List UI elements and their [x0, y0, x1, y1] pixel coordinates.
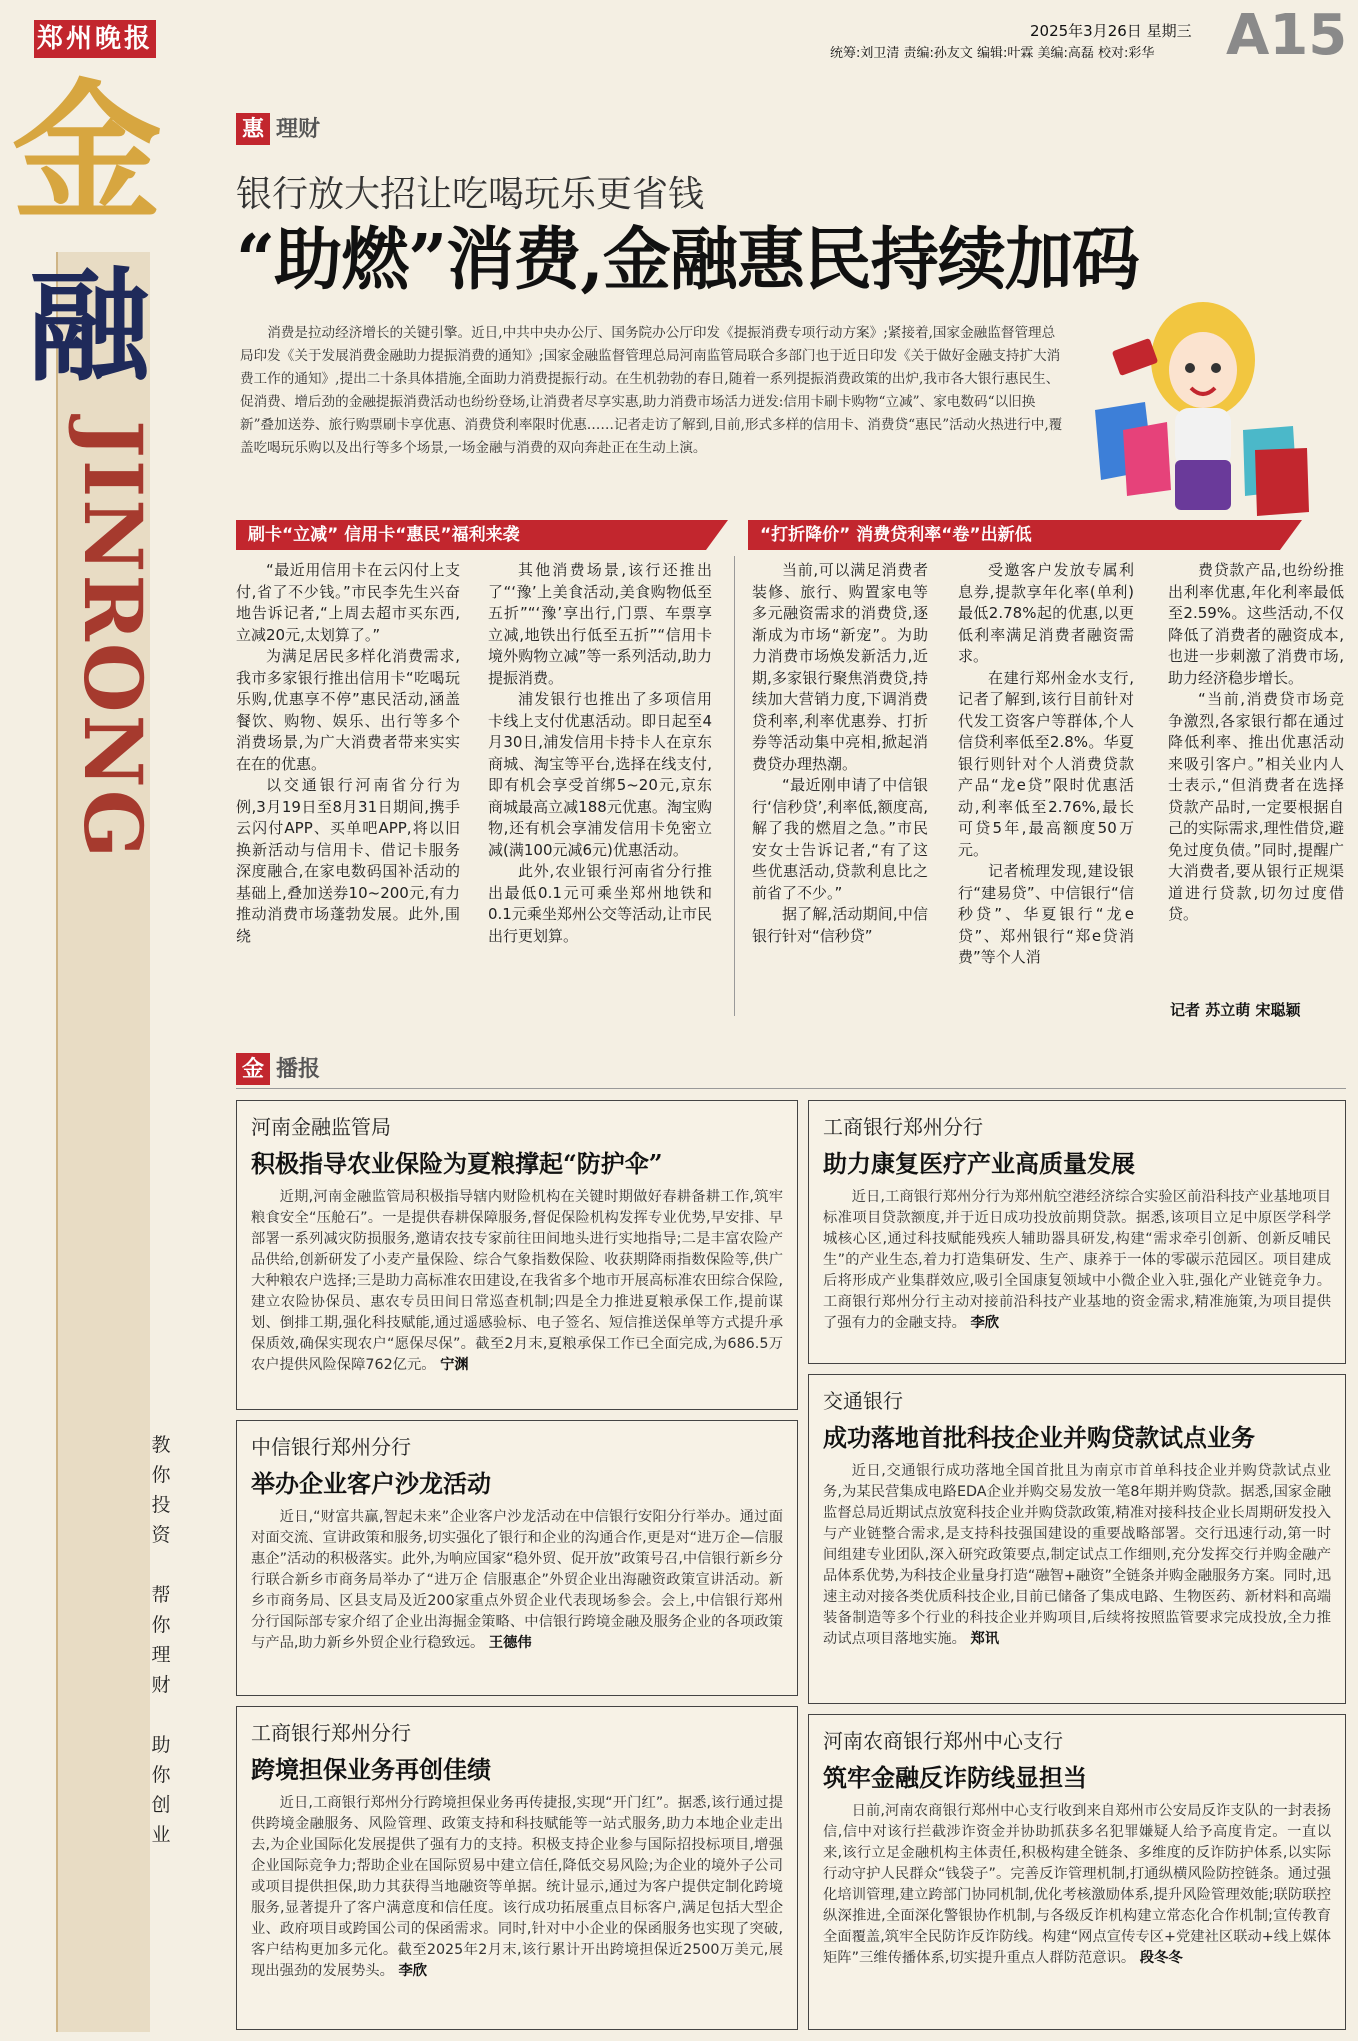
motto: [148, 1430, 174, 1850]
news-author: 王德伟: [488, 1635, 532, 1651]
news-author: 段冬冬: [1139, 1950, 1183, 1966]
news-box: [236, 1420, 798, 1696]
motto-char: 助: [151, 1734, 171, 1756]
article-headline: “助燃”消费,金融惠民持续加码: [236, 220, 1139, 300]
article-paragraph: 为满足居民多样化消费需求,我市多家银行推出信用卡“吃喝玩乐购,优惠享不停”惠民活动,涵盖餐饮、购物、娱乐、出行等多个消费场景,为广大消费者带来实实在在的优惠。: [236, 647, 460, 773]
news-title: 助力康复医疗产业高质量发展: [823, 1149, 1135, 1178]
news-body: 日前,河南农商银行郑州中心支行收到来自郑州市公安局反诈支队的一封表扬信,信中对该行拦截涉诈资金并协助抓获多名犯罪嫌疑人给予高度肯定。一直以来,该行立足金融机构主体责任,积极构建全链条、多维度的反诈防护体系,以实际行动守护人民群众“钱袋子”。完善反诈管理机制,打通纵横风险防控链条。通过强化培训管理,建立跨部门协同机制,优化考核激励体系,提升风险管理效能;联防联控纵深推进,全面深化警银协作机制,与各级反诈机构建立常态化合作机制;宣传教育全面覆盖,筑牢全民防诈反诈防线。构建“网点宣传专区+党建社区联动+线上媒体矩阵”三维传播体系,切实提升重点人群防范意识。: [823, 1803, 1331, 1966]
section-char-rong: 融: [28, 254, 150, 398]
motto-char: [148, 1700, 174, 1730]
band-consumer-loan: “打折降价” 消费贷利率“卷”出新低: [748, 520, 1280, 550]
pinyin-text: JINRONG: [66, 420, 160, 861]
news-body: 近日,交通银行成功落地全国首批且为南京市首单科技企业并购贷款试点业务,为某民营集成电路EDA企业并购交易发放一笔8年期并购贷款。据悉,国家金融监督总局近期试点放宽科技企业并购贷款政策,精准对接科技企业长周期研发投入与产业链整合需求,是支持科技强国建设的重要战略部署。交行迅速行动,第一时间组建专业团队,深入研究政策要点,制定试点工作细则,充分发挥交行并购金融产品体系优势,为科技企业量身打造“融智+融资”全链条并购金融服务方案。同时,迅速主动对接各类优质科技企业,目前已储备了集成电路、生物医药、新材料和高端装备制造等多个行业的科技企业并购项目,后续将按照监管要求完成投放,全力推动试点项目落地实施。: [823, 1463, 1331, 1647]
band-credit-card: 刷卡“立减” 信用卡“惠民”福利来袭: [236, 520, 706, 550]
article-paragraph: “最近用信用卡在云闪付上支付,省了不少钱。”市民李先生兴奋地告诉记者,“上周去超市买东西,立减20元,太划算了。”: [236, 561, 460, 644]
article-paragraph: 在建行郑州金水支行,记者了解到,该行目前针对代发工资客户等群体,个人信贷利率低至2.8%。华夏银行则针对个人消费贷款产品“龙e贷”限时优惠活动,利率低至2.76%,最长可贷5年,最高额度50万元。: [958, 668, 1134, 859]
section-label: [236, 112, 320, 145]
broadcast-label-text: 播报: [276, 1056, 321, 1082]
motto-char: 资: [151, 1524, 171, 1546]
news-text: [251, 1507, 783, 1654]
news-text: [823, 1187, 1331, 1334]
news-body: 近日,“财富共赢,智起未来”企业客户沙龙活动在中信银行安阳分行举办。通过面对面交流、宣讲政策和服务,切实强化了银行和企业的沟通合作,更是对“进万企—信服惠企”活动的积极落实。此外,为响应国家“稳外贸、促开放”政策号召,中信银行新乡分行联合新乡市商务局举办了“进万企 信服惠企”外贸企业出海融资政策宣讲活动。新乡市商务局、区县支局及近200家重点外贸企业代表现场参会。会上,中信银行郑州分行国际部专家介绍了企业出海掘金策略、中信银行跨境金融及服务企业的各项政策与产品,助力新乡外贸企业行稳致远。: [251, 1509, 783, 1651]
article-column-1: [236, 560, 460, 947]
motto-char: 业: [151, 1824, 171, 1846]
broadcast-tag: 金: [236, 1053, 270, 1085]
news-text: [823, 1461, 1331, 1650]
article-column-5: [1168, 560, 1344, 926]
column-divider: [734, 556, 735, 1016]
staff-credits: 统筹:刘卫清 责编:孙友文 编辑:叶霖 美编:高磊 校对:彩华: [830, 46, 1155, 61]
news-box: [808, 1714, 1346, 2030]
article-paragraph: 受邀客户发放专属利息券,提款享年化率(单利)最低2.78%起的优惠,以更低利率满足消费者融资需求。: [958, 561, 1134, 665]
article-paragraph: “最近刚申请了中信银行‘信秒贷’,利率低,额度高,解了我的燃眉之急。”市民安女士告诉记者,“有了这些优惠活动,贷款利息比之前省了不少。”: [752, 776, 928, 902]
motto-char: 教: [151, 1434, 171, 1456]
news-org: 河南农商银行郑州中心支行: [823, 1729, 1063, 1753]
article-paragraph: 费贷款产品,也纷纷推出利率优惠,年化利率最低至2.59%。这些活动,不仅降低了消费者的融资成本,也进一步刺激了消费市场,助力经济稳步增长。: [1168, 561, 1344, 687]
section-char-jin: 金: [12, 65, 163, 241]
section-divider: [236, 1088, 1346, 1089]
news-org: 河南金融监管局: [251, 1115, 391, 1139]
news-body: 近日,工商银行郑州分行跨境担保业务再传捷报,实现“开门红”。据悉,该行通过提供跨境金融服务、风险管理、政策支持和科技赋能等一站式服务,助力本地企业走出去,为企业国际化发展提供了强有力的支持。积极支持企业参与国际招投标项目,增强企业国际竞争力;帮助企业在国际贸易中建立信任,降低交易风险;为企业的境外子公司或项目提供担保,助力其获得当地融资等单据。统计显示,通过为客户提供定制化跨境服务,显著提升了客户满意度和信任度。该行成功拓展重点目标客户,满足包括大型企业、政府项目或跨国公司的保函需求。同时,针对中小企业的保函服务也实现了突破,客户结构更加多元化。截至2025年2月末,该行累计开出跨境担保近2500万美元,展现出强劲的发展势头。: [251, 1795, 783, 1979]
article-column-3: [752, 560, 928, 947]
article-paragraph: 以交通银行河南省分行为例,3月19日至8月31日期间,携手云闪付APP、买单吧APP,将以旧换新活动与信用卡、借记卡服务深度融合,在家电数码国补活动的基础上,叠加送券10~200元,有力推动消费市场蓬勃发展。此外,围绕: [236, 776, 460, 945]
article-column-2: [488, 560, 712, 947]
motto-char: 你: [151, 1764, 171, 1786]
news-title: 积极指导农业保险为夏粮撑起“防护伞”: [251, 1149, 663, 1178]
article-subhead: 银行放大招让吃喝玩乐更省钱: [236, 174, 705, 215]
news-box: [808, 1374, 1346, 1704]
news-org: 交通银行: [823, 1389, 903, 1413]
news-box: [236, 1706, 798, 2030]
lead-text: 消费是拉动经济增长的关键引擎。近日,中共中央办公厅、国务院办公厅印发《提振消费专项行动方案》;紧接着,国家金融监督管理总局印发《关于发展消费金融助力提振消费的通知》;国家金融监督管理总局河南监管局联合多部门也于近日印发《关于做好金融支持扩大消费工作的通知》,提出二十条具体措施,全面助力消费提振行动。在生机勃勃的春日,随着一系列提振消费政策的出炉,我市各大银行惠民生、促消费、增后劲的金融提振消费活动也纷纷登场,让消费者尽享实惠,助力消费市场活力迸发:信用卡刷卡购物“立减”、家电数码“以旧换新”叠加送券、旅行购票刷卡享优惠、消费贷利率限时优惠……记者走访了解到,目前,形式多样的信用卡、消费贷“惠民”活动火热进行中,覆盖吃喝玩乐购以及出行等多个场景,一场金融与消费的双向奔赴正在生动上演。: [240, 325, 1063, 456]
article-paragraph: 当前,可以满足消费者装修、旅行、购置家电等多元融资需求的消费贷,逐渐成为市场“新宠”。为助力消费市场焕发新活力,近期,多家银行聚焦消费贷,持续加大营销力度,下调消费贷利率,利率优惠券、打折券等活动集中亮相,掀起消费贷办理热潮。: [752, 561, 928, 773]
article-paragraph: 记者梳理发现,建设银行“建易贷”、中信银行“信秒贷”、华夏银行“龙e贷”、郑州银行“郑e贷消费”等个人消: [958, 862, 1134, 966]
motto-char: 你: [151, 1614, 171, 1636]
news-author: 宁渊: [440, 1357, 469, 1373]
news-title: 举办企业客户沙龙活动: [251, 1469, 491, 1498]
news-text: [251, 1187, 783, 1376]
article-paragraph: 其他消费场景,该行还推出了“‘豫’上美食活动,美食购物低至五折”“‘豫’享出行,门票、车票享立减,地铁出行低至五折”“信用卡境外购物立减”等一系列活动,助力提振消费。: [488, 561, 712, 687]
news-author: 郑讯: [970, 1631, 1000, 1647]
news-body: 近期,河南金融监管局积极指导辖内财险机构在关键时期做好春耕备耕工作,筑牢粮食安全“压舱石”。一是提供春耕保障服务,督促保险机构发挥专业优势,早安排、早部署一系列减灾防损服务,邀请农技专家前往田间地头进行实地指导;二是丰富农险产品供给,创新研发了小麦产量保险、综合气象指数保险、收获期降雨指数保险等,供广大种粮农户选择;三是助力高标准农田建设,在我省多个地市开展高标准农田综合保险,建立农险协保员、惠农专员田间日常巡查机制;四是全力推进夏粮承保工作,提前谋划、倒排工期,强化科技赋能,通过遥感验标、电子签名、短信推送保单等方式提升承保质效,确保实现农户“愿保尽保”。截至2月末,夏粮承保工作已全面完成,为686.5万农户提供风险保障762亿元。: [251, 1189, 783, 1373]
news-body: 近日,工商银行郑州分行为郑州航空港经济综合实验区前沿科技产业基地项目标准项目贷款额度,并于近日成功投放前期贷款。据悉,该项目立足中原医学科学城核心区,通过科技赋能残疾人辅助器具研发,构建“需求牵引创新、创新反哺民生”的产业生态,着力打造集研发、生产、康养于一体的零碳示范园区。项目建成后将形成产业集群效应,吸引全国康复领域中小微企业入驻,强化产业链竞争力。工商银行郑州分行主动对接前沿科技产业基地的资金需求,精准施策,为项目提供了强有力的金融支持。: [823, 1189, 1331, 1331]
issue-date: 2025年3月26日 星期三: [1030, 22, 1192, 40]
section-pinyin: [60, 420, 160, 900]
news-text: [251, 1793, 783, 1982]
motto-char: 创: [151, 1794, 171, 1816]
article-lead: [240, 322, 1068, 460]
motto-char: 投: [151, 1494, 171, 1516]
news-org: 工商银行郑州分行: [251, 1721, 411, 1745]
article-paragraph: 浦发银行也推出了多项信用卡线上支付优惠活动。即日起至4月30日,浦发信用卡持卡人在京东商城、淘宝等平台,选择在线支付,即有机会享受首绑5~20元,京东商城最高立减188元优惠。淘宝购物,还有机会享浦发信用卡免密立减(满100元减6元)优惠活动。: [488, 690, 712, 859]
shopping-girl-illustration: [1075, 290, 1315, 520]
motto-char: [148, 1550, 174, 1580]
motto-char: 理: [151, 1644, 171, 1666]
news-author: 李欣: [970, 1315, 1000, 1331]
motto-char: 你: [151, 1464, 171, 1486]
motto-char: 财: [151, 1674, 171, 1696]
section-tag: 惠: [236, 113, 270, 145]
news-box: [808, 1100, 1346, 1364]
page-number: A15: [1226, 3, 1348, 68]
broadcast-section-label: [236, 1052, 320, 1085]
article-paragraph: 据了解,活动期间,中信银行针对“信秒贷”: [752, 905, 928, 945]
news-title: 跨境担保业务再创佳绩: [251, 1755, 491, 1784]
news-org: 工商银行郑州分行: [823, 1115, 983, 1139]
news-text: [823, 1801, 1331, 1969]
news-author: 李欣: [398, 1963, 428, 1979]
article-column-4: [958, 560, 1134, 969]
newspaper-logo: 郑州晚报: [34, 20, 156, 58]
article-byline: 记者 苏立萌 宋聪颖: [1170, 1001, 1301, 1019]
article-paragraph: 此外,农业银行河南省分行推出最低0.1元可乘坐郑州地铁和0.1元乘坐郑州公交等活动,让市民出行更划算。: [488, 862, 712, 945]
news-org: 中信银行郑州分行: [251, 1435, 411, 1459]
news-box: [236, 1100, 798, 1410]
motto-char: 帮: [151, 1584, 171, 1606]
news-title: 筑牢金融反诈防线显担当: [823, 1763, 1087, 1792]
article-paragraph: “当前,消费贷市场竞争激烈,各家银行都在通过降低利率、推出优惠活动来吸引客户。”相关业内人士表示,“但消费者在选择贷款产品时,一定要根据自己的实际需求,理性借贷,避免过度负债。”同时,提醒广大消费者,要从银行正规渠道进行贷款,切勿过度借贷。: [1168, 690, 1344, 923]
news-title: 成功落地首批科技企业并购贷款试点业务: [823, 1423, 1255, 1452]
section-label-text: 理财: [276, 116, 321, 142]
